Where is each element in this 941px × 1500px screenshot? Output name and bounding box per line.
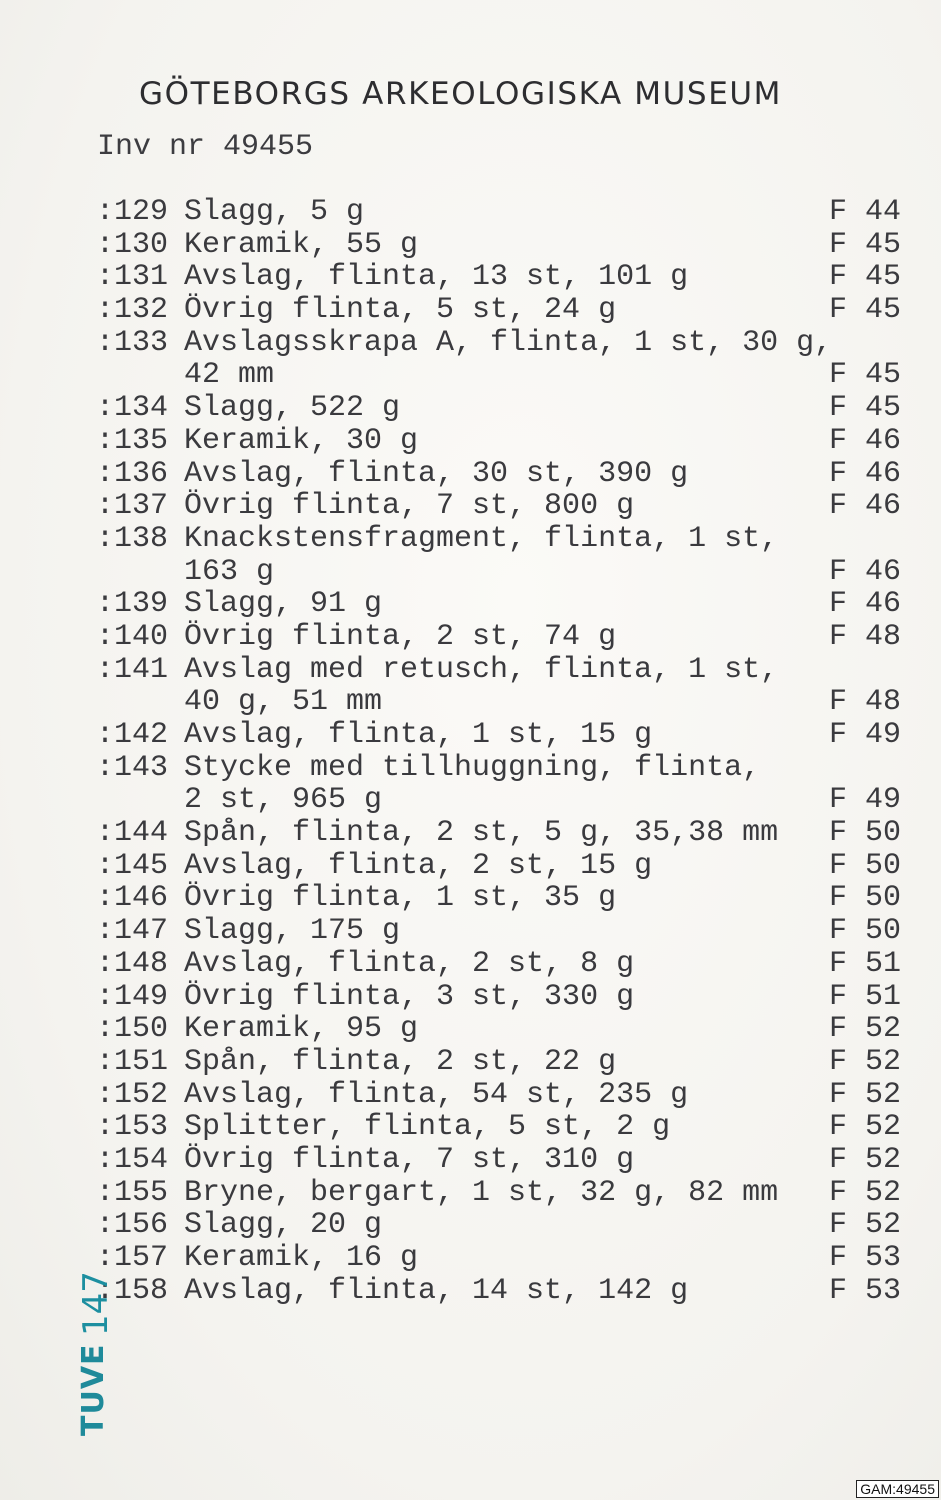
entry-number: :146 — [96, 881, 169, 916]
entry-location: F 52 — [829, 1012, 902, 1047]
entry-location: F 46 — [829, 489, 902, 524]
entry-description: Avslag, flinta, 30 st, 390 g — [184, 456, 689, 491]
entry-location: F 48 — [829, 619, 902, 654]
entry-number: :138 — [96, 521, 169, 556]
entry-line — [0, 1275, 941, 1308]
entry-location: F 50 — [829, 881, 902, 916]
entry-line — [0, 752, 941, 785]
entry-line — [0, 850, 941, 883]
entry-line — [0, 1242, 941, 1275]
entry-line — [0, 1079, 941, 1112]
entry-description: 40 g, 51 mm — [184, 685, 383, 720]
catalog-entry — [0, 327, 941, 392]
entry-description: Spån, flinta, 2 st, 5 g, 35,38 mm — [184, 816, 779, 851]
entry-description: Avslag, flinta, 14 st, 142 g — [184, 1273, 689, 1308]
entry-number: :145 — [96, 848, 169, 883]
entry-line — [0, 686, 941, 719]
entry-location: F 51 — [829, 979, 902, 1014]
catalog-entry — [0, 588, 941, 621]
entry-line — [0, 784, 941, 817]
entry-description: Övrig flinta, 1 st, 35 g — [184, 881, 617, 916]
entry-location: F 52 — [829, 1175, 902, 1210]
entry-number: :148 — [96, 946, 169, 981]
entry-number: :136 — [96, 456, 169, 491]
catalog-entry — [0, 981, 941, 1014]
entry-number: :158 — [96, 1273, 169, 1308]
entry-line — [0, 1046, 941, 1079]
entry-location: F 53 — [829, 1241, 902, 1275]
catalog-entry — [0, 1177, 941, 1210]
entry-number: :151 — [96, 1044, 169, 1079]
entry-number: :153 — [96, 1110, 169, 1145]
catalog-entry — [0, 719, 941, 752]
catalog-entry — [0, 294, 941, 327]
entry-location: F 50 — [829, 816, 902, 851]
entry-description: 163 g — [184, 554, 275, 589]
entry-list — [0, 196, 941, 1307]
entry-location: F 46 — [829, 423, 902, 458]
entry-description: Keramik, 95 g — [184, 1012, 419, 1047]
entry-description: Slagg, 91 g — [184, 587, 383, 622]
entry-number: :134 — [96, 391, 169, 426]
entry-location: F 53 — [829, 1273, 902, 1308]
entry-number: :135 — [96, 423, 169, 458]
entry-number: :141 — [96, 652, 169, 687]
entry-line — [0, 1177, 941, 1210]
stamp-handwritten-number: 147 — [76, 1271, 116, 1336]
catalog-entry — [0, 392, 941, 425]
entry-line — [0, 1144, 941, 1177]
catalog-entry — [0, 1242, 941, 1275]
entry-line — [0, 1013, 941, 1046]
reference-label: GAM:49455 — [856, 1480, 939, 1498]
catalog-entry — [0, 1209, 941, 1242]
entry-line — [0, 1209, 941, 1242]
entry-location: F 52 — [829, 1044, 902, 1079]
entry-number: :142 — [96, 718, 169, 752]
entry-location: F 46 — [829, 456, 902, 491]
entry-description: Avslag, flinta, 13 st, 101 g — [184, 260, 689, 295]
catalog-entry — [0, 1013, 941, 1046]
entry-location: F 45 — [829, 227, 902, 262]
entry-line — [0, 229, 941, 262]
entry-line — [0, 817, 941, 850]
entry-description: Slagg, 522 g — [184, 391, 401, 426]
entry-description: Keramik, 30 g — [184, 423, 419, 458]
catalog-entry — [0, 752, 941, 817]
entry-line — [0, 948, 941, 981]
entry-description: Knackstensfragment, flinta, 1 st, — [184, 521, 779, 556]
entry-line — [0, 359, 941, 392]
entry-line — [0, 425, 941, 458]
entry-location: F 44 — [829, 195, 902, 229]
entry-location: F 52 — [829, 1208, 902, 1243]
entry-location: F 46 — [829, 587, 902, 622]
entry-description: Keramik, 16 g — [184, 1241, 419, 1275]
entry-description: Övrig flinta, 5 st, 24 g — [184, 293, 617, 328]
entry-number: :157 — [96, 1241, 169, 1275]
entry-number: :132 — [96, 293, 169, 328]
inventory-number: Inv nr 49455 — [97, 130, 314, 164]
entry-number: :139 — [96, 587, 169, 622]
entry-description: Avslag med retusch, flinta, 1 st, — [184, 652, 779, 687]
entry-location: F 50 — [829, 848, 902, 883]
entry-description: 2 st, 965 g — [184, 783, 383, 818]
catalog-entry — [0, 1144, 941, 1177]
catalog-entry — [0, 1275, 941, 1308]
entry-location: F 49 — [829, 718, 902, 752]
entry-line — [0, 261, 941, 294]
entry-number: :129 — [96, 195, 169, 229]
entry-line — [0, 294, 941, 327]
entry-number: :147 — [96, 914, 169, 949]
entry-number: :133 — [96, 325, 169, 360]
entry-number: :150 — [96, 1012, 169, 1047]
entry-number: :155 — [96, 1175, 169, 1210]
entry-line — [0, 196, 941, 229]
entry-number: :140 — [96, 619, 169, 654]
entry-location: F 48 — [829, 685, 902, 720]
entry-line — [0, 915, 941, 948]
entry-line — [0, 654, 941, 687]
entry-line — [0, 458, 941, 491]
entry-location: F 45 — [829, 293, 902, 328]
entry-line — [0, 392, 941, 425]
entry-number: :152 — [96, 1077, 169, 1112]
catalog-entry — [0, 817, 941, 850]
entry-location: F 46 — [829, 554, 902, 589]
catalog-entry — [0, 621, 941, 654]
catalog-entry — [0, 915, 941, 948]
catalog-entry — [0, 1046, 941, 1079]
entry-number: :144 — [96, 816, 169, 851]
entry-location: F 45 — [829, 391, 902, 426]
entry-line — [0, 621, 941, 654]
catalog-entry — [0, 458, 941, 491]
entry-line — [0, 1111, 941, 1144]
entry-line — [0, 719, 941, 752]
entry-location: F 52 — [829, 1142, 902, 1177]
entry-number: :143 — [96, 750, 169, 785]
entry-location: F 45 — [829, 260, 902, 295]
entry-line — [0, 327, 941, 360]
entry-description: Slagg, 20 g — [184, 1208, 383, 1243]
catalog-entry — [0, 850, 941, 883]
entry-description: Spån, flinta, 2 st, 22 g — [184, 1044, 617, 1079]
catalog-entry — [0, 948, 941, 981]
catalog-entry — [0, 882, 941, 915]
catalog-entry — [0, 229, 941, 262]
catalog-entry — [0, 1111, 941, 1144]
entry-description: Keramik, 55 g — [184, 227, 419, 262]
museum-header: GÖTEBORGS ARKEOLOGISKA MUSEUM — [139, 76, 783, 112]
entry-number: :137 — [96, 489, 169, 524]
catalog-entry — [0, 490, 941, 523]
catalog-entry — [0, 196, 941, 229]
entry-location: F 51 — [829, 946, 902, 981]
entry-number: :149 — [96, 979, 169, 1014]
catalog-entry — [0, 261, 941, 294]
entry-line — [0, 523, 941, 556]
entry-number: :130 — [96, 227, 169, 262]
entry-location: F 52 — [829, 1110, 902, 1145]
entry-description: Avslag, flinta, 2 st, 8 g — [184, 946, 635, 981]
entry-description: Avslag, flinta, 54 st, 235 g — [184, 1077, 689, 1112]
entry-description: Övrig flinta, 7 st, 800 g — [184, 489, 635, 524]
entry-description: Bryne, bergart, 1 st, 32 g, 82 mm — [184, 1175, 779, 1210]
entry-description: Övrig flinta, 2 st, 74 g — [184, 619, 617, 654]
entry-description: 42 mm — [184, 358, 275, 393]
entry-line — [0, 882, 941, 915]
entry-location: F 52 — [829, 1077, 902, 1112]
entry-description: Slagg, 175 g — [184, 914, 401, 949]
entry-location: F 45 — [829, 358, 902, 393]
catalog-entry — [0, 425, 941, 458]
catalog-entry — [0, 1079, 941, 1112]
catalog-entry — [0, 654, 941, 719]
entry-description: Slagg, 5 g — [184, 195, 365, 229]
entry-description: Stycke med tillhuggning, flinta, — [184, 750, 761, 785]
entry-description: Övrig flinta, 7 st, 310 g — [184, 1142, 635, 1177]
entry-location: F 50 — [829, 914, 902, 949]
entry-description: Avslagsskrapa A, flinta, 1 st, 30 g, — [184, 325, 833, 360]
entry-line — [0, 981, 941, 1014]
entry-line — [0, 490, 941, 523]
catalog-entry — [0, 523, 941, 588]
entry-number: :131 — [96, 260, 169, 295]
stamp-site-name: TUVE — [76, 1343, 111, 1436]
entry-line — [0, 556, 941, 589]
entry-description: Avslag, flinta, 2 st, 15 g — [184, 848, 653, 883]
site-stamp — [40, 1268, 116, 1448]
entry-number: :154 — [96, 1142, 169, 1177]
entry-line — [0, 588, 941, 621]
entry-description: Avslag, flinta, 1 st, 15 g — [184, 718, 653, 752]
entry-description: Övrig flinta, 3 st, 330 g — [184, 979, 635, 1014]
entry-number: :156 — [96, 1208, 169, 1243]
entry-location: F 49 — [829, 783, 902, 818]
entry-description: Splitter, flinta, 5 st, 2 g — [184, 1110, 671, 1145]
